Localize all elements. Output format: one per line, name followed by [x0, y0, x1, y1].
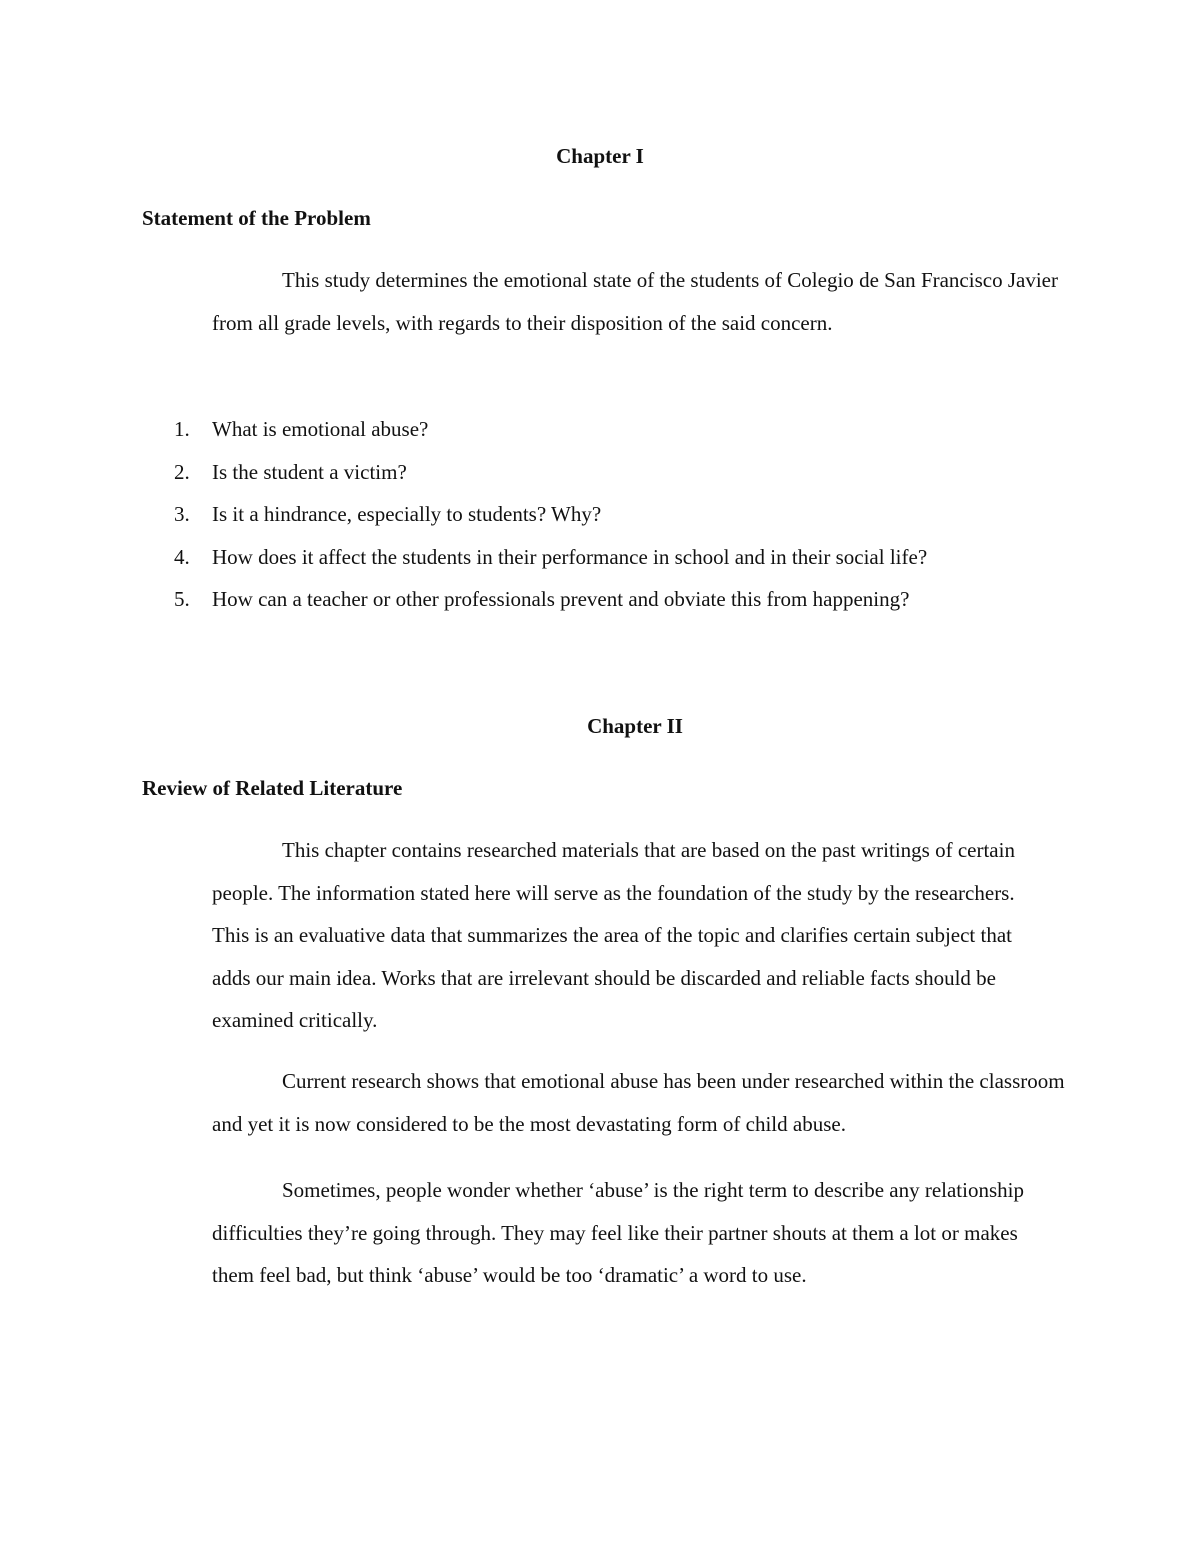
statement-of-problem-heading: Statement of the Problem: [142, 206, 371, 230]
list-text: Is it a hindrance, especially to students? Why?: [212, 502, 602, 526]
list-text: What is emotional abuse?: [212, 417, 429, 441]
chapter-1-title: Chapter I: [556, 144, 644, 168]
chapter-2-paragraph-3: [212, 1169, 1052, 1297]
list-number: 2.: [174, 459, 190, 484]
chapter-2-paragraph-2-text: Current research shows that emotional abuse has been under researched within the classroom and yet it is now considered to be the most devastating form of child abuse.: [212, 1069, 1065, 1136]
list-number: 4.: [174, 544, 190, 569]
list-number: 5.: [174, 587, 190, 611]
list-text: Is the student a victim?: [212, 459, 407, 484]
chapter-2-paragraph-3-text: Sometimes, people wonder whether ‘abuse’ is the right term to describe any relationship difficulties they’re going through. They may feel like their partner shouts at them a lot or makes them feel bad, but think ‘abuse’ would be too ‘dramatic’ a word to use.: [212, 1178, 1024, 1287]
chapter-2-paragraph-1-text: This chapter contains researched materials that are based on the past writings of certain people. The information stated here will serve as the foundation of the study by the researchers. This is an evaluative data that summarizes the area of the topic and clarifies certain subject that adds our main idea. Works that are irrelevant should be discarded and reliable facts should be examined critically.: [212, 838, 1015, 1032]
list-number: 3.: [174, 502, 190, 526]
chapter-2-paragraph-1: [212, 829, 1042, 1042]
review-of-literature-heading: Review of Related Literature: [142, 776, 403, 800]
chapter-2-title: Chapter II: [587, 714, 683, 738]
chapter-1-intro-text: This study determines the emotional state of the students of Colegio de San Francisco Javier from all grade levels, with regards to their disposition of the said concern.: [212, 268, 1058, 335]
chapter-2-paragraph-2: [212, 1060, 1072, 1145]
chapter-1-intro-paragraph: [212, 259, 1058, 344]
list-text: How does it affect the students in their performance in school and in their social life?: [212, 544, 928, 569]
list-text: How can a teacher or other professionals prevent and obviate this from happening?: [212, 587, 910, 611]
list-number: 1.: [174, 417, 190, 441]
